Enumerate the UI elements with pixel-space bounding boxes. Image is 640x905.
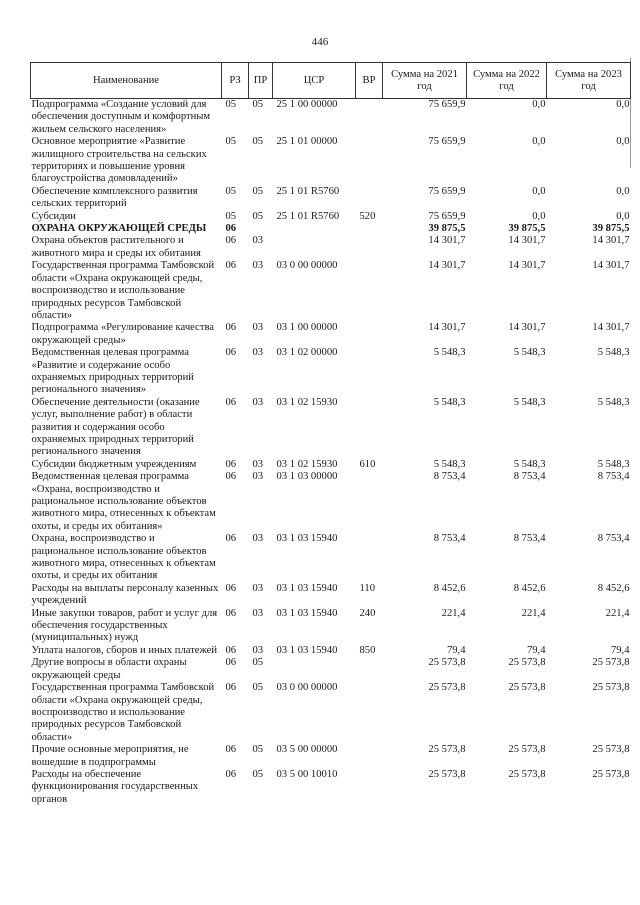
row-csr: 25 1 01 R5760 [276,210,340,222]
row-sum-2021: 221,4 [441,607,466,619]
row-sum-2021: 39 875,5 [428,223,466,235]
row-sum-2021: 75 659,9 [428,99,466,110]
header-csr: ЦСР [273,63,356,99]
row-vr: 240 [359,607,376,619]
row-pr: 03 [252,458,264,470]
header-sum-2022: Сумма на 2022 год [467,63,547,99]
row-vr: 850 [359,644,376,656]
row-rz: 06 [225,471,237,483]
row-sum-2022: 5 548,3 [513,347,546,359]
row-csr: 25 1 01 00000 [276,136,338,148]
table-row [31,322,631,347]
row-vr [356,136,383,186]
row-pr [249,223,273,235]
row-vr [356,657,383,682]
row-vr [356,769,383,806]
row-sum-2021: 14 301,7 [428,322,466,334]
row-sum-2022: 0,0 [532,99,546,110]
row-sum-2023: 5 548,3 [597,396,630,408]
row-sum-2023: 25 573,8 [592,657,630,669]
row-sum-2022: 39 875,5 [508,223,546,235]
row-rz: 05 [225,210,237,222]
row-csr: 03 1 02 15930 [276,396,338,408]
row-csr: 03 1 00 00000 [276,322,338,334]
row-vr [356,397,383,459]
row-sum-2023: 0,0 [616,136,630,148]
row-sum-2022: 8 753,4 [513,471,546,483]
row-name: Охрана объектов растительного и животного мира и среды их обитания [31,235,201,259]
page-number: 446 [311,36,329,48]
table-row [31,533,631,583]
row-pr: 03 [252,533,264,545]
row-sum-2022: 0,0 [532,185,546,197]
row-name: Расходы на обеспечение функционирования государственных органов [31,768,199,805]
row-vr [356,235,383,260]
row-csr: 03 1 03 15940 [276,533,338,545]
table-row [31,397,631,459]
table-row [31,744,631,769]
row-vr [356,99,383,137]
row-vr [356,186,383,211]
row-sum-2022: 25 573,8 [508,657,546,669]
row-sum-2023: 8 753,4 [597,471,630,483]
row-sum-2023: 14 301,7 [592,260,630,272]
row-vr [356,744,383,769]
row-rz: 06 [225,607,237,619]
row-name: Ведомственная целевая программа «Охрана, воспроизводство и рациональное использование объектов животного мира, отнесенных к объектам охоты, и среды их обитания» [31,471,216,532]
row-name: Расходы на выплаты персоналу казенных учреждений [31,582,219,607]
row-sum-2023: 0,0 [616,210,630,222]
row-rz: 06 [225,347,237,359]
row-sum-2023: 0,0 [616,99,630,110]
row-vr [356,682,383,744]
row-sum-2023: 39 875,5 [592,223,630,235]
row-name: Государственная программа Тамбовской области «Охрана окружающей среды, воспроизводство и использование природных ресурсов Тамбовской области» [31,682,215,743]
row-rz: 06 [225,260,237,272]
row-sum-2022: 8 753,4 [513,533,546,545]
row-rz: 06 [225,768,237,780]
row-vr [356,347,383,397]
row-pr: 05 [252,185,264,197]
row-rz: 06 [225,657,237,669]
table-header [31,63,631,99]
row-vr [356,260,383,322]
table-row [31,211,631,223]
row-name: Подпрограмма «Регулирование качества окружающей среды» [31,322,215,346]
row-sum-2022: 0,0 [532,210,546,222]
row-rz: 06 [225,396,237,408]
row-pr: 05 [252,210,264,222]
row-csr: 03 5 00 00000 [276,744,338,756]
row-rz: 06 [225,682,237,694]
row-name: Государственная программа Тамбовской области «Охрана окружающей среды, воспроизводство и использование природных ресурсов Тамбовской области» [31,260,215,321]
row-name: Другие вопросы в области охраны окружающей среды [31,657,187,681]
row-rz: 05 [225,136,237,148]
budget-table [30,62,631,806]
table-row [31,657,631,682]
row-pr: 03 [252,235,264,247]
row-name: Охрана, воспроизводство и рациональное использование объектов животного мира, отнесенных к объектам охоты, и среды их обитания [31,533,216,582]
row-sum-2021: 5 548,3 [433,458,466,470]
row-sum-2021: 25 573,8 [428,768,466,780]
row-name: Подпрограмма «Создание условий для обеспечения доступным и комфортным жильем сельского населения» [31,99,211,135]
row-pr: 05 [252,99,264,110]
row-rz: 06 [225,533,237,545]
row-sum-2022: 0,0 [532,136,546,148]
row-csr: 03 1 03 15940 [276,607,338,619]
row-rz: 05 [225,99,237,110]
row-sum-2023: 14 301,7 [592,235,630,247]
row-sum-2023: 5 548,3 [597,458,630,470]
row-vr [356,533,383,583]
row-sum-2022: 221,4 [521,607,546,619]
row-sum-2023: 14 301,7 [592,322,630,334]
header-name: Наименование [31,63,222,99]
row-sum-2023: 0,0 [616,185,630,197]
row-sum-2023: 79,4 [610,644,630,656]
row-sum-2021: 5 548,3 [433,396,466,408]
row-sum-2023: 8 452,6 [597,582,630,594]
row-pr: 03 [252,322,264,334]
row-rz: 06 [225,223,237,235]
row-sum-2023: 5 548,3 [597,347,630,359]
row-csr: 03 1 03 15940 [276,644,338,656]
row-pr: 03 [252,582,264,594]
row-csr: 03 0 00 00000 [276,260,338,272]
table-body [31,99,631,807]
table-row [31,99,631,137]
row-csr: 03 1 02 15930 [276,458,338,470]
row-sum-2021: 75 659,9 [428,136,466,148]
row-sum-2022: 25 573,8 [508,744,546,756]
row-pr: 05 [252,682,264,694]
row-pr: 03 [252,347,264,359]
header-sum-2021: Сумма на 2021 год [383,63,467,99]
row-csr: 03 0 00 00000 [276,682,338,694]
row-sum-2023: 25 573,8 [592,682,630,694]
row-sum-2021: 14 301,7 [428,235,466,247]
row-sum-2022: 5 548,3 [513,396,546,408]
header-sum-2023: Сумма на 2023 год [547,63,631,99]
row-vr [356,471,383,533]
row-name: Обеспечение комплексного развития сельских территорий [31,185,198,210]
row-sum-2023: 221,4 [605,607,630,619]
row-sum-2021: 14 301,7 [428,260,466,272]
row-pr: 05 [252,768,264,780]
header-vr: ВР [356,63,383,99]
header-pr: ПР [249,63,273,99]
table-row [31,583,631,608]
row-sum-2022: 25 573,8 [508,682,546,694]
table-row [31,186,631,211]
row-rz: 06 [225,744,237,756]
row-csr: 25 1 01 R5760 [276,185,340,197]
table-row [31,347,631,397]
row-sum-2021: 75 659,9 [428,185,466,197]
row-csr: 03 1 02 00000 [276,347,338,359]
row-vr: 520 [359,210,376,222]
table-row [31,235,631,260]
row-name: Иные закупки товаров, работ и услуг для обеспечения государственных (муниципальных) нужд [31,607,218,644]
row-csr [273,657,356,682]
table-row [31,608,631,645]
header-rz: РЗ [222,63,249,99]
row-rz: 06 [225,322,237,334]
row-rz: 05 [225,185,237,197]
table-row [31,223,631,235]
row-sum-2021: 79,4 [446,644,466,656]
row-pr: 05 [252,657,264,669]
row-pr: 05 [252,136,264,148]
table-row [31,471,631,533]
row-pr: 03 [252,260,264,272]
row-sum-2021: 8 753,4 [433,471,466,483]
row-pr: 03 [252,644,264,656]
table-row [31,260,631,322]
row-sum-2022: 14 301,7 [508,260,546,272]
row-csr [273,235,356,260]
row-sum-2021: 25 573,8 [428,682,466,694]
row-sum-2023: 25 573,8 [592,744,630,756]
row-name: Ведомственная целевая программа «Развитие и содержание особо охраняемых природных территорий регионального значения» [31,347,194,396]
row-csr: 03 1 03 00000 [276,471,338,483]
row-name: Субсидии бюджетным учреждениям [31,458,197,470]
row-sum-2021: 75 659,9 [428,210,466,222]
row-rz: 06 [225,582,237,594]
row-name: Субсидии [31,210,76,222]
row-sum-2021: 25 573,8 [428,657,466,669]
row-sum-2022: 14 301,7 [508,322,546,334]
row-rz: 06 [225,458,237,470]
table-row [31,769,631,806]
row-sum-2021: 25 573,8 [428,744,466,756]
row-name: ОХРАНА ОКРУЖАЮЩЕЙ СРЕДЫ [31,223,207,235]
row-sum-2022: 5 548,3 [513,458,546,470]
row-sum-2021: 5 548,3 [433,347,466,359]
row-pr: 03 [252,396,264,408]
row-name: Прочие основные мероприятия, не вошедшие в подпрограммы [31,744,189,768]
row-vr: 610 [359,458,376,470]
row-pr: 03 [252,607,264,619]
table-row [31,645,631,657]
row-sum-2021: 8 753,4 [433,533,466,545]
row-sum-2022: 14 301,7 [508,235,546,247]
row-name: Обеспечение деятельности (оказание услуг, выполнение работ) в области развития и содержания особо охраняемых природных территорий регионального значения [31,396,200,458]
row-csr [273,223,356,235]
row-name: Основное мероприятие «Развитие жилищного строительства на сельских территориях и повышение уровня благоустройства домовладений» [31,136,207,185]
row-name: Уплата налогов, сборов и иных платежей [31,644,218,656]
row-vr [356,223,383,235]
row-pr: 05 [252,744,264,756]
row-sum-2023: 8 753,4 [597,533,630,545]
row-csr: 25 1 00 00000 [276,99,338,110]
table-row [31,459,631,471]
table-row [31,136,631,186]
row-sum-2022: 79,4 [526,644,546,656]
row-pr: 03 [252,471,264,483]
row-vr: 110 [359,582,375,594]
row-csr: 03 5 00 10010 [276,768,338,780]
row-rz: 06 [225,644,237,656]
row-sum-2022: 25 573,8 [508,768,546,780]
row-csr: 03 1 03 15940 [276,582,338,594]
row-sum-2021: 8 452,6 [433,582,466,594]
row-vr [356,322,383,347]
row-rz: 06 [225,235,237,247]
row-sum-2022: 8 452,6 [513,582,546,594]
table-row [31,682,631,744]
row-sum-2023: 25 573,8 [592,768,630,780]
